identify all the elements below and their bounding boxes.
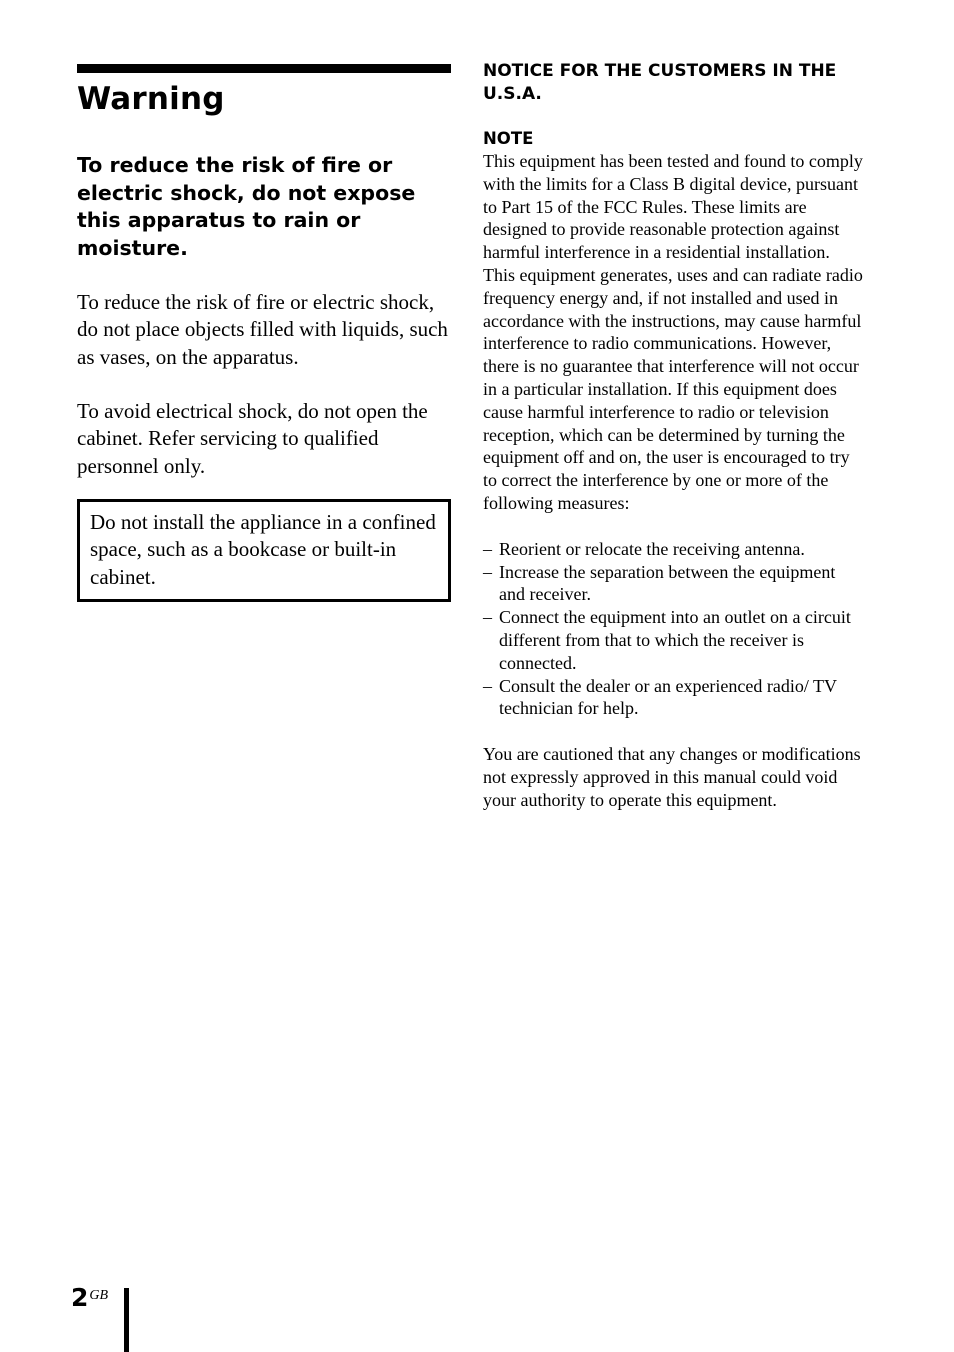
warning-heading: Warning	[77, 81, 225, 117]
electrical-shock-paragraph: To avoid electrical shock, do not open the cabinet. Refer servicing to qualified personnel only.	[77, 399, 428, 478]
list-item	[483, 675, 863, 721]
dash-bullet: –	[483, 561, 492, 582]
warning-column	[77, 64, 451, 602]
list-item	[483, 561, 863, 607]
heading-rule	[77, 64, 451, 73]
list-item	[483, 538, 863, 561]
note-paragraph: This equipment has been tested and found to comply with the limits for a Class B digital device, pursuant to Part 15 of the FCC Rules. These limits are designed to provide reasonable protection against harmful interference in a residential installation. This equipment generates, uses and can radiate radio frequency energy and, if not installed and used in accordance with the instructions, may cause harmful interference to radio communications. However, there is no guarantee that interference will not occur in a particular installation. If this equipment does cause harmful interference to radio or television reception, which can be determined by turning the equipment off and on, the user is encouraged to try to correct the interference by one or more of the following measures:	[483, 151, 863, 513]
fcc-notice-column	[483, 60, 863, 812]
dash-bullet: –	[483, 538, 492, 559]
caution-paragraph: You are cautioned that any changes or modifications not expressly approved in this manual could void your authority to operate this equipment.	[483, 744, 861, 810]
measures-list	[483, 538, 863, 720]
page-number	[71, 1280, 108, 1316]
measure-text: Consult the dealer or an experienced radio/ TV technician for help.	[499, 675, 837, 719]
measure-text: Increase the separation between the equipment and receiver.	[499, 561, 836, 605]
fcc-notice-heading: NOTICE FOR THE CUSTOMERS IN THE U.S.A.	[483, 61, 837, 104]
fire-risk-paragraph: To reduce the risk of fire or electric shock, do not place objects filled with liquids, such as vases, on the apparatus.	[77, 290, 448, 369]
page-number-suffix: GB	[89, 1288, 109, 1303]
page-number-value: 2	[71, 1283, 89, 1312]
measure-text: Connect the equipment into an outlet on a circuit different from that to which the receiver is connected.	[499, 607, 851, 673]
warning-subheading: To reduce the risk of fire or electric shock, do not expose this apparatus to rain or moisture.	[77, 153, 416, 260]
note-label: NOTE	[483, 129, 534, 148]
measure-text: Reorient or relocate the receiving antenna.	[499, 538, 805, 559]
dash-bullet: –	[483, 675, 492, 696]
list-item	[483, 606, 863, 674]
page-edge-bar	[124, 1288, 129, 1352]
installation-notice-box: Do not install the appliance in a confined space, such as a bookcase or built-in cabinet.	[77, 499, 451, 602]
dash-bullet: –	[483, 607, 492, 628]
